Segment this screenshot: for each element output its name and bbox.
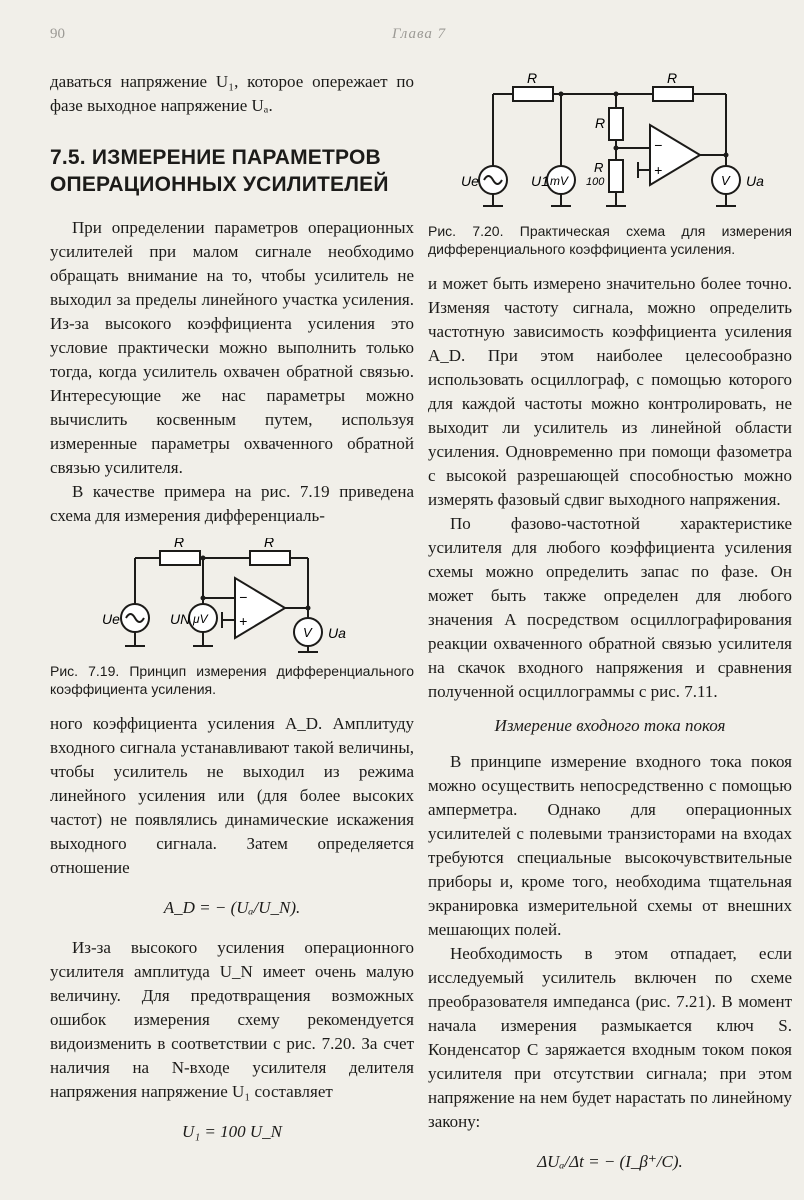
- fig19-plus: +: [239, 613, 248, 629]
- right-paragraph-3: В принципе измерение входного тока покоя можно осуществить непосредственно с помощью амперметра. Однако для операционных усилителей с полевыми транзисторами на входах требуются специальные высокочувствительные приборы и, кроме того, необходима тщательная экранировка измерительной схемы от внешних мешающих полей.: [428, 752, 792, 939]
- fig19-label-ua: Ua: [328, 625, 346, 641]
- running-title: Глава 7: [392, 26, 447, 42]
- fig20-label-ue: Ue: [461, 173, 479, 189]
- fig20-plus: +: [654, 162, 663, 178]
- fig19-label-v: V: [303, 625, 312, 640]
- fig19-label-uv: μV: [193, 612, 208, 626]
- figure-7-20-schematic: [428, 70, 792, 218]
- fig20-label-ua: Ua: [746, 173, 764, 189]
- fig20-label-u1: U1: [531, 173, 549, 189]
- fig19-label-r2: R: [264, 538, 275, 550]
- right-column: [428, 70, 792, 1190]
- fig19-minus: −: [239, 589, 248, 605]
- figure-7-19-schematic: [50, 538, 414, 658]
- left-paragraph-4: Из-за высокого усиления операционного усилителя амплитуда U_N имеет очень малую величину. Для предотвращения возможных ошибок измерения схему рекомендуется видоизменить в соответствии с рис. 7.20. За счет наличия на N-входе усилителя делителя напряжения напряжение U₁ составляет: [50, 938, 414, 1101]
- left-paragraph-0: даваться напряжение U₁, которое опережает по фазе выходное напряжение Uₐ.: [50, 72, 414, 115]
- right-paragraph-2: По фазово-частотной характеристике усилителя для любого коэффициента усиления схемы можно определить запас по фазе. Он может быть также определен для любого значения A посредством осциллографирования реакции охваченного обратной связью усилителя на скачок входного напряжения и сравнения полученной осциллограммы с рис. 7.11.: [428, 514, 792, 701]
- figure-7-20-caption: Рис. 7.20. Практическая схема для измерения дифференциального коэффициента усиления.: [428, 223, 792, 257]
- left-paragraph-1: При определении параметров операционных усилителей при малом сигнале необходимо обращать внимание на то, чтобы усилитель не выходил за пределы линейного участка усиления. Из-за высокого коэффициента усиления это условие практически можно выполнить только тогда, когда усилитель охвачен обратной связью. Интересующие же нас параметры можно вычислить косвенным путем, используя измеренные параметры охваченного обратной связью усилителя.: [50, 218, 414, 477]
- subheading: Измерение входного тока покоя: [494, 716, 726, 735]
- right-paragraph-4: Необходимость в этом отпадает, если исследуемый усилитель включен по схеме преобразователя импеданса (рис. 7.21). В момент начала измерения размыкается ключ S. Конденсатор C заряжается входным током покоя усилителя при отсутствии сигнала; при этом напряжение на нем будет нарастать по линейному закону:: [428, 944, 792, 1131]
- fig20-label-r4-num: R: [594, 160, 604, 175]
- fig19-label-un: UN: [170, 611, 191, 627]
- section-heading: 7.5. ИЗМЕРЕНИЕ ПАРАМЕТРОВ ОПЕРАЦИОННЫХ УСИЛИТЕЛЕЙ: [50, 146, 389, 196]
- equation-ad: A_D = − (Uₐ/U_N).: [163, 898, 301, 917]
- equation-u1: U₁ = 100 U_N: [181, 1122, 283, 1141]
- fig20-label-v: V: [721, 173, 730, 188]
- left-paragraph-3: ного коэффициента усиления A_D. Амплитуду входного сигнала устанавливают такой величины, чтобы усилитель не выходил из режима линейного усиления или (для более высоких частот) не появлялись динамические искажения выходного сигнала. Затем определяется отношение: [50, 714, 414, 877]
- left-paragraph-2: В качестве примера на рис. 7.19 приведена схема для измерения дифференциаль-: [50, 482, 414, 525]
- right-paragraph-1: и может быть измерено значительно более точно. Изменяя частоту сигнала, можно определить частотную зависимость коэффициента усиления A_D. При этом наиболее целесообразно использовать осциллограф, с помощью которого для каждой частоты можно контролировать, не выходит ли усилитель из линейной области усиления. Одновременно при помощи фазометра с высокой разрешающей способностью можно измерять фазовый сдвиг выходного напряжения.: [428, 274, 792, 509]
- figure-7-20: [428, 70, 792, 218]
- left-column: [50, 70, 414, 1160]
- figure-7-19: [50, 538, 414, 658]
- page-number: 90: [50, 26, 65, 42]
- fig20-label-r3: R: [595, 115, 606, 131]
- fig20-label-r1: R: [527, 70, 538, 86]
- equation-dua: ΔUₐ/Δt = − (I_β⁺/C).: [537, 1152, 683, 1171]
- fig20-label-r4-den: 100: [586, 176, 605, 188]
- fig20-label-mv: mV: [550, 174, 568, 188]
- fig19-label-r1: R: [174, 538, 185, 550]
- fig20-minus: −: [654, 137, 663, 153]
- figure-7-19-caption: Рис. 7.19. Принцип измерения дифференциального коэффициента усиления.: [50, 663, 414, 697]
- fig20-label-r2: R: [667, 70, 678, 86]
- fig19-label-ue: Ue: [102, 611, 120, 627]
